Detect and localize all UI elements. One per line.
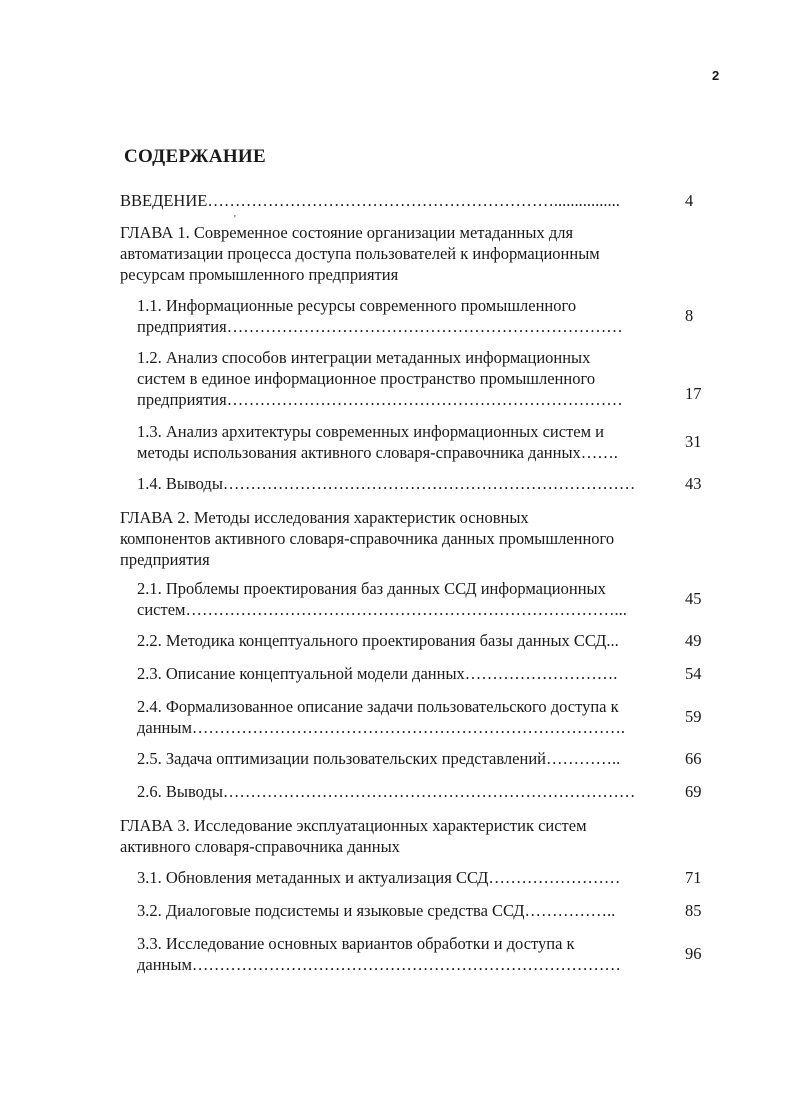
toc-section-2-3	[137, 663, 617, 684]
toc-entry-text: данным…………………………………………………………………….	[137, 718, 626, 737]
toc-entry-text: ГЛАВА 1. Современное состояние организации метаданных для	[120, 223, 574, 242]
toc-entry-text: компонентов активного словаря-справочника данных промышленного	[120, 529, 615, 548]
toc-entry-text: автоматизации процесса доступа пользователей к информационным	[120, 244, 600, 263]
toc-section-2-6	[137, 781, 635, 802]
toc-chapter-1	[120, 222, 600, 285]
toc-entry-text: ВВЕДЕНИЕ………………………………………………………................	[120, 191, 620, 210]
toc-entry-text: 3.2. Диалоговые подсистемы и языковые средства ССД……………..	[137, 901, 616, 920]
toc-entry-text: систем……………………………………………………………………...	[137, 600, 627, 619]
toc-section-1-4	[137, 473, 635, 494]
toc-entry-text: ГЛАВА 3. Исследование эксплуатационных характеристик систем	[120, 816, 587, 835]
toc-section-2-2	[137, 630, 619, 651]
toc-section-2-1	[137, 578, 627, 620]
toc-entry-text: 1.2. Анализ способов интеграции метаданных информационных	[137, 348, 591, 367]
toc-entry-text: 3.3. Исследование основных вариантов обработки и доступа к	[137, 934, 575, 953]
toc-entry-text: 3.1. Обновления метаданных и актуализация ССД……………………	[137, 868, 621, 887]
toc-entry-text: данным……………………………………………………………………	[137, 955, 621, 974]
toc-entry-text: предприятия………………………………………………………………	[137, 390, 623, 409]
toc-entry-text: 1.1. Информационные ресурсы современного промышленного	[137, 296, 577, 315]
toc-entry-text: 1.3. Анализ архитектуры современных информационных систем и	[137, 422, 605, 441]
toc-section-3-3	[137, 933, 621, 975]
toc-entry-text: 2.2. Методика концептуального проектирования базы данных ССД...	[137, 631, 619, 650]
toc-entry-text: систем в единое информационное пространство промышленного	[137, 369, 596, 388]
toc-section-2-5	[137, 748, 620, 769]
toc-entry-page: 85	[685, 901, 702, 920]
toc-entry-page: 17	[685, 384, 702, 403]
toc-entry-introduction	[120, 190, 620, 211]
stray-mark: '	[234, 214, 236, 225]
toc-entry-page: 66	[685, 749, 702, 768]
toc-section-2-4	[137, 696, 625, 738]
toc-entry-page: 45	[685, 589, 702, 608]
toc-entry-text: 2.4. Формализованное описание задачи пользовательского доступа к	[137, 697, 619, 716]
toc-section-1-2	[137, 347, 623, 410]
toc-entry-text: ресурсам промышленного предприятия	[120, 265, 399, 284]
toc-entry-page: 96	[685, 944, 702, 963]
toc-entry-page: 43	[685, 474, 702, 493]
toc-entry-text: 2.1. Проблемы проектирования баз данных ССД информационных	[137, 579, 606, 598]
toc-entry-text: ГЛАВА 2. Методы исследования характеристик основных	[120, 508, 529, 527]
toc-entry-page: 4	[685, 191, 694, 210]
toc-entry-text: 2.3. Описание концептуальной модели данных……………………….	[137, 664, 618, 683]
toc-chapter-3	[120, 815, 587, 857]
toc-entry-text: 1.4. Выводы…………………………………………………………………	[137, 474, 636, 493]
toc-chapter-2	[120, 507, 614, 570]
toc-entry-page: 54	[685, 664, 702, 683]
toc-entry-text: предприятия	[120, 550, 210, 569]
toc-section-3-1	[137, 867, 620, 888]
toc-entry-text: активного словаря-справочника данных	[120, 837, 400, 856]
page-number: 2	[712, 68, 720, 83]
toc-entry-page: 59	[685, 707, 702, 726]
toc-entry-text: 2.5. Задача оптимизации пользовательских представлений…………..	[137, 749, 621, 768]
toc-section-3-2	[137, 900, 615, 921]
toc-entry-page: 49	[685, 631, 702, 650]
toc-entry-text: предприятия………………………………………………………………	[137, 317, 623, 336]
toc-entry-page: 69	[685, 782, 702, 801]
toc-entry-page: 8	[685, 306, 694, 325]
toc-section-1-1	[137, 295, 623, 337]
toc-section-1-3	[137, 421, 618, 463]
toc-entry-text: 2.6. Выводы…………………………………………………………………	[137, 782, 636, 801]
toc-entry-page: 71	[685, 868, 702, 887]
toc-title: СОДЕРЖАНИЕ	[124, 146, 266, 167]
toc-entry-text: методы использования активного словаря-справочника данных…….	[137, 443, 618, 462]
toc-entry-page: 31	[685, 432, 702, 451]
